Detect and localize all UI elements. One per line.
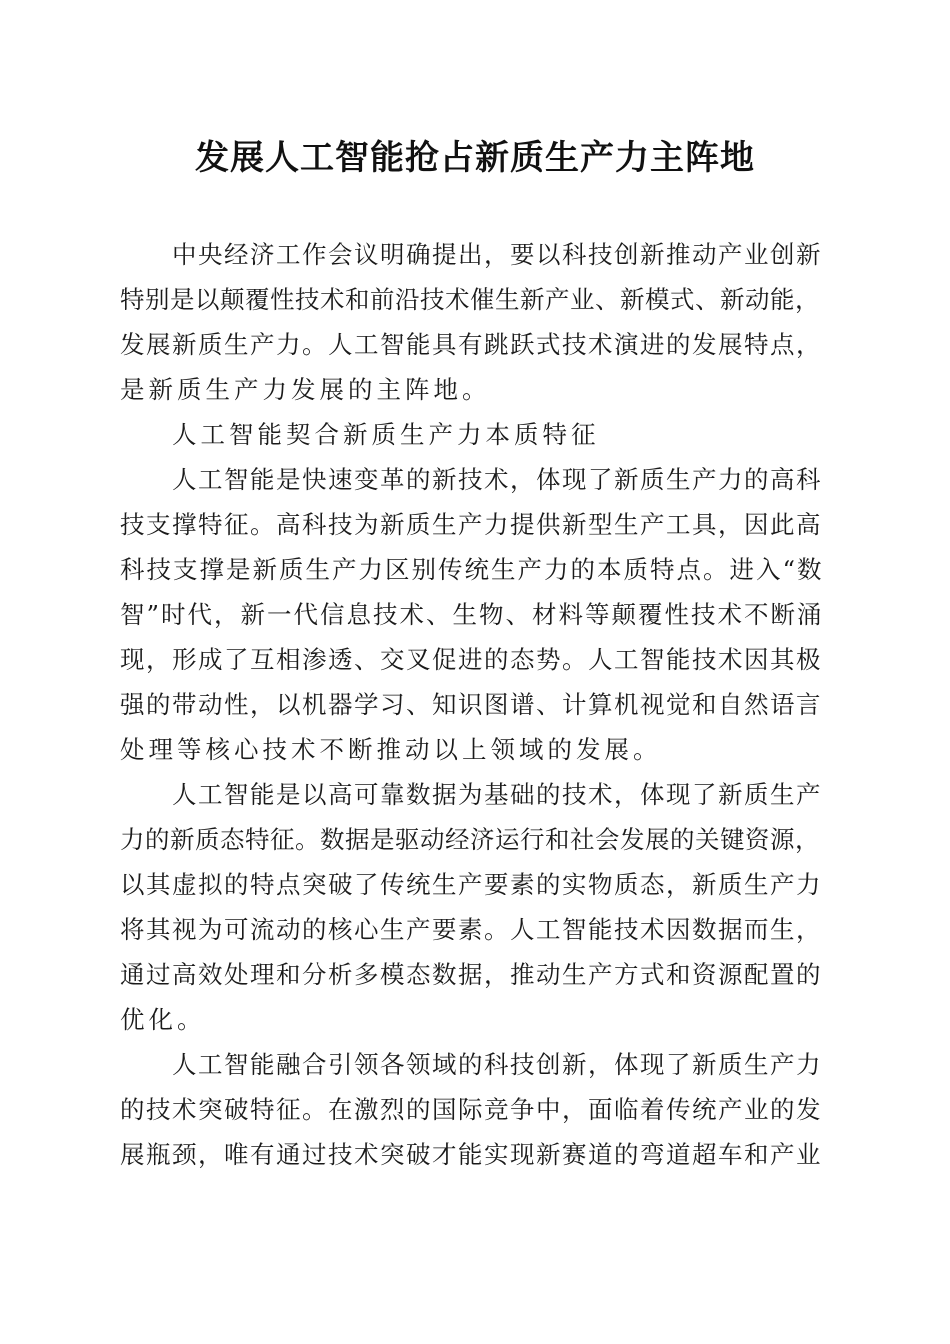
paragraph-line: 是新质生产力发展的主阵地。 bbox=[120, 375, 491, 404]
paragraph-line: 处理等核心技术不断推动以上领域的发展。 bbox=[120, 735, 662, 764]
paragraph-line: 人工智能是快速变革的新技术，体现了新质生产力的高科 bbox=[172, 465, 822, 494]
paragraph-line: 中央经济工作会议明确提出，要以科技创新推动产业创新 bbox=[172, 240, 822, 269]
paragraph-line: 的技术突破特征。在激烈的国际竞争中，面临着传统产业的发 bbox=[120, 1095, 822, 1124]
paragraph-line: 人工智能融合引领各领域的科技创新，体现了新质生产力 bbox=[172, 1050, 822, 1079]
paragraph-line: 人工智能是以高可靠数据为基础的技术，体现了新质生产 bbox=[172, 780, 822, 809]
paragraph-line: 强的带动性，以机器学习、知识图谱、计算机视觉和自然语言 bbox=[120, 690, 822, 719]
paragraph-line: 特别是以颠覆性技术和前沿技术催生新产业、新模式、新动能， bbox=[120, 285, 820, 314]
paragraph-line: 以其虚拟的特点突破了传统生产要素的实物质态，新质生产力 bbox=[120, 870, 822, 899]
paragraph-line: 将其视为可流动的核心生产要素。人工智能技术因数据而生， bbox=[120, 915, 822, 944]
paragraph-line: 智”时代，新一代信息技术、生物、材料等颠覆性技术不断涌 bbox=[120, 600, 824, 629]
paragraph-line: 展瓶颈，唯有通过技术突破才能实现新赛道的弯道超车和产业 bbox=[120, 1140, 822, 1169]
document-body bbox=[120, 232, 832, 1177]
section-heading: 人工智能契合新质生产力本质特征 bbox=[172, 420, 600, 449]
paragraph-line: 科技支撑是新质生产力区别传统生产力的本质特点。进入“数 bbox=[120, 555, 824, 584]
paragraph-line: 发展新质生产力。人工智能具有跳跃式技术演进的发展特点， bbox=[120, 330, 822, 359]
document-title: 发展人工智能抢占新质生产力主阵地 bbox=[195, 138, 755, 178]
paragraph-line: 现，形成了互相渗透、交叉促进的态势。人工智能技术因其极 bbox=[120, 645, 822, 674]
paragraph-line: 优化。 bbox=[120, 1005, 206, 1034]
paragraph-line: 技支撑特征。高科技为新质生产力提供新型生产工具，因此高 bbox=[120, 510, 822, 539]
paragraph-line: 力的新质态特征。数据是驱动经济运行和社会发展的关键资源， bbox=[120, 825, 820, 854]
paragraph-line: 通过高效处理和分析多模态数据，推动生产方式和资源配置的 bbox=[120, 960, 822, 989]
